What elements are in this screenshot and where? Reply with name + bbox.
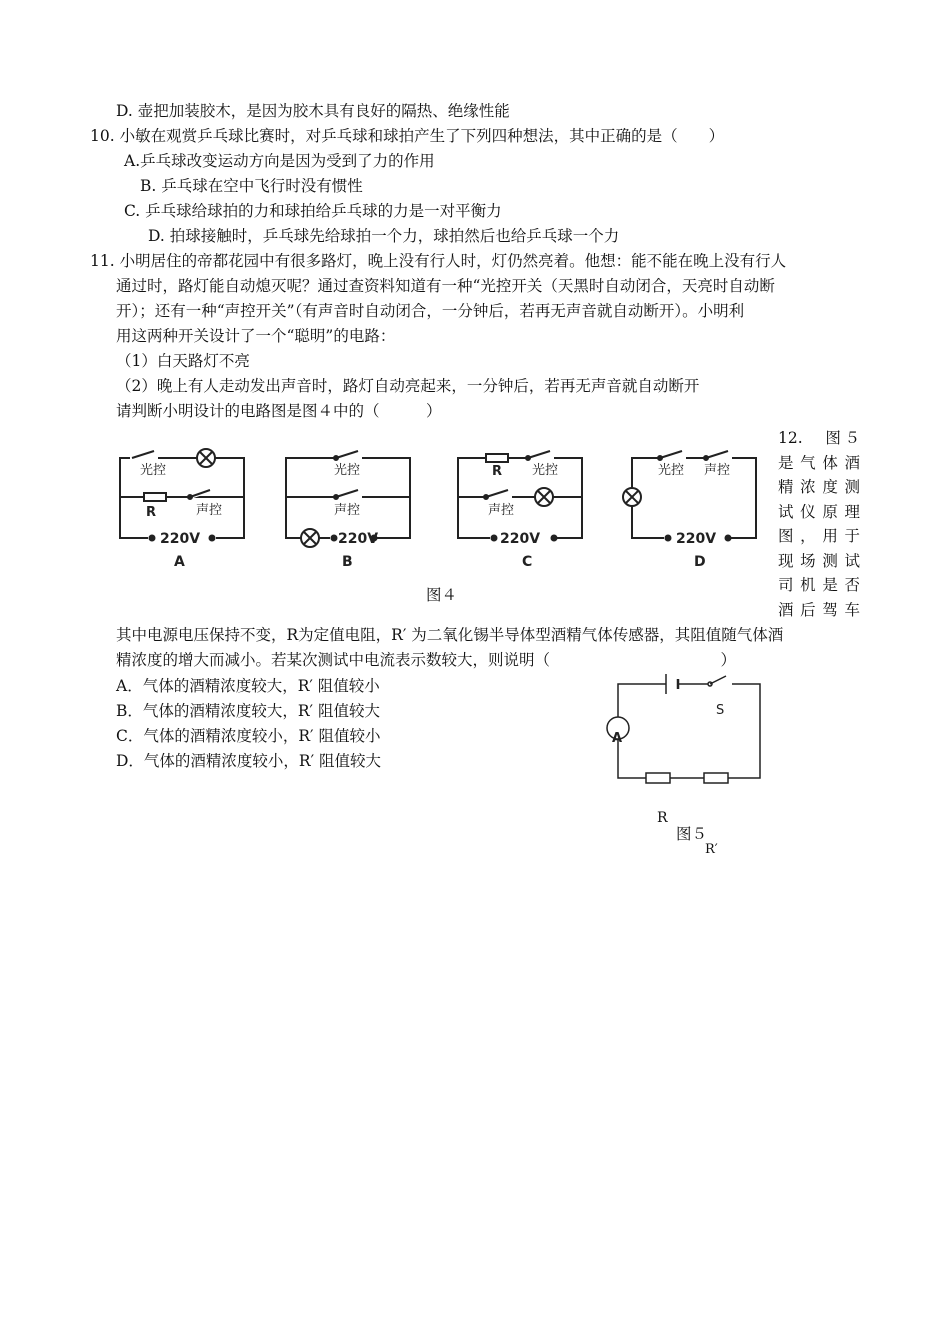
voltage-label: 220V bbox=[338, 531, 379, 547]
resistor-r-icon bbox=[646, 773, 670, 783]
q9-option-d: D. 壶把加装胶木，是因为胶木具有良好的隔热、绝缘性能 bbox=[116, 102, 510, 120]
circuit-d bbox=[623, 451, 756, 541]
q12-side-line: 精浓度测 bbox=[778, 478, 860, 496]
sound-control-label: 声控 bbox=[704, 463, 731, 478]
light-control-label: 光控 bbox=[334, 463, 361, 478]
q12-side-line: 司机是否 bbox=[778, 576, 860, 594]
letter-c: C bbox=[522, 554, 533, 570]
sound-control-label: 声控 bbox=[196, 503, 223, 518]
q12-line-2: 精浓度的增大而减小。若某次测试中电流表示数较大，则说明（ ） bbox=[116, 651, 737, 669]
q11-line-3: 开）；还有一种“声控开关”（有声音时自动闭合，一分钟后，若再无声音就自动断开）。小明利 bbox=[116, 302, 745, 320]
voltage-label: 220V bbox=[160, 531, 201, 547]
r-label: R bbox=[146, 505, 157, 520]
circuit-a bbox=[120, 449, 244, 541]
q11-condition-2: （2）晚上有人走动发出声音时，路灯自动亮起来，一分钟后，若再无声音就自动断开 bbox=[116, 377, 700, 395]
light-control-label: 光控 bbox=[140, 463, 167, 478]
q10-option-a: A.乒乓球改变运动方向是因为受到了力的作用 bbox=[124, 152, 435, 170]
figure-5-caption: 图５ bbox=[676, 825, 708, 843]
q11-question: 请判断小明设计的电路图是图４中的（ ） bbox=[116, 402, 442, 420]
q10-option-c: C. 乒乓球给球拍的力和球拍给乒乓球的力是一对平衡力 bbox=[124, 202, 502, 220]
switch-label: S bbox=[716, 703, 725, 718]
sound-control-label: 声控 bbox=[488, 503, 515, 518]
q11-line-2: 通过时，路灯能自动熄灭呢？通过查资料知道有一种“光控开关（天黑时自动闭合，天亮时自动断 bbox=[116, 277, 775, 295]
q11-line-1: 11. 小明居住的帝都花园中有很多路灯，晚上没有行人时，灯仍然亮着。他想：能不能在晚上没有行人 bbox=[90, 252, 787, 270]
q12-side-line: 图，用于 bbox=[778, 527, 860, 545]
q12-side-line: 12. 图５ bbox=[778, 429, 860, 447]
fig5-r-prime-label: R′ bbox=[705, 842, 718, 857]
q12-option-d: D．气体的酒精浓度较小，R′ 阻值较大 bbox=[116, 752, 382, 770]
q12-side-text bbox=[778, 426, 860, 622]
figure-5-circuit bbox=[600, 670, 780, 800]
q11-line-4: 用这两种开关设计了一个“聪明”的电路： bbox=[116, 327, 396, 345]
q12-side-line: 酒后驾车 bbox=[778, 600, 860, 619]
circuit-c bbox=[458, 451, 582, 541]
r-label: R bbox=[492, 464, 503, 479]
voltage-label: 220V bbox=[500, 531, 541, 547]
ammeter-label: A bbox=[612, 731, 623, 746]
q12-option-a: A．气体的酒精浓度较大，R′ 阻值较小 bbox=[116, 677, 380, 695]
resistor-icon bbox=[486, 454, 508, 462]
q12-side-line: 试仪原理 bbox=[778, 502, 860, 521]
voltage-label: 220V bbox=[676, 531, 717, 547]
q12-line-1: 其中电源电压保持不变，R为定值电阻，R′ 为二氧化锡半导体型酒精气体传感器，其阻值随气体酒 bbox=[116, 626, 784, 644]
letter-b: B bbox=[342, 554, 353, 570]
light-control-label: 光控 bbox=[532, 463, 559, 478]
q12-side-line: 现场测试 bbox=[778, 551, 860, 570]
q10-stem: 10. 小敏在观赏乒乓球比赛时，对乒乓球和球拍产生了下列四种想法，其中正确的是（ ） bbox=[90, 127, 725, 145]
q12-side-line: 是气体酒 bbox=[778, 453, 860, 472]
q10-option-d: D. 拍球接触时，乒乓球先给球拍一个力，球拍然后也给乒乓球一个力 bbox=[148, 227, 620, 245]
q10-option-b: B. 乒乓球在空中飞行时没有惯性 bbox=[140, 177, 363, 195]
sound-control-label: 声控 bbox=[334, 503, 361, 518]
resistor-icon bbox=[144, 493, 166, 501]
q12-option-c: C．气体的酒精浓度较小，R′ 阻值较小 bbox=[116, 727, 381, 745]
figure-4-circuits bbox=[108, 440, 768, 580]
fig5-r-label: R bbox=[657, 810, 668, 826]
q11-condition-1: （1）白天路灯不亮 bbox=[116, 352, 250, 370]
letter-d: D bbox=[694, 554, 706, 570]
figure-4-caption: 图４ bbox=[426, 586, 458, 604]
resistor-r-prime-icon bbox=[704, 773, 728, 783]
q12-option-b: B．气体的酒精浓度较大，R′ 阻值较大 bbox=[116, 702, 381, 720]
light-control-label: 光控 bbox=[658, 463, 685, 478]
letter-a: A bbox=[174, 554, 185, 570]
